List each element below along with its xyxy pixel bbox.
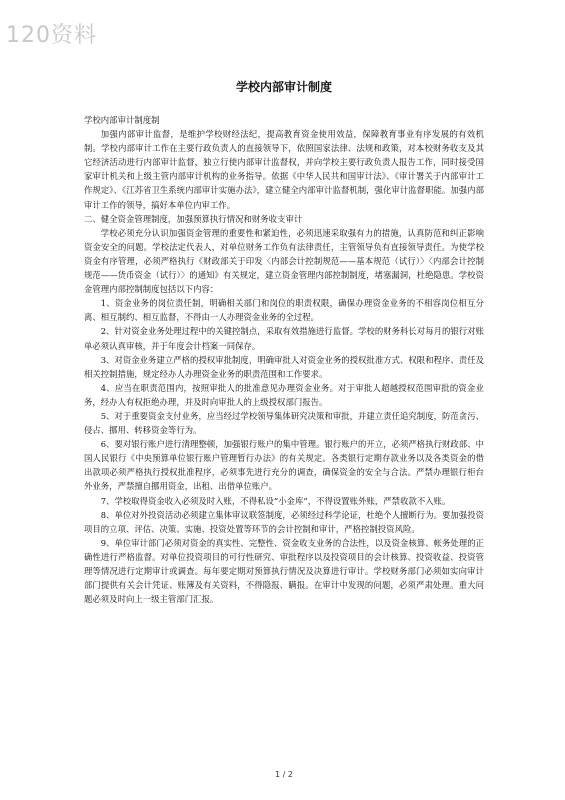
paragraph: 加强内部审计监督，是维护学校财经法纪，提高教育资金使用效益，保障教育事业有序发展的有效机制。学校内部审计工作在主要行政负责人的直接领导下，依照国家法律、法规和政策，对本校财务收支及其它经济活动进行内部审计监督，独立行使内部审计监督权，并向学校主要行政负责人报告工作，同时接受国家审计机关和上级主管内部审计机构的业务指导。依据《中华人民共和国审计法》、《审计署关于内部审计工作规定》、《江苏省卫生系统内部审计实施办法》，建立健全内部审计监督机制，强化审计监督职能。加强内部审计工作的领导，搞好本单位内审工作。 [84,129,484,210]
paragraph: 5、对于重要资金支付业务，应当经过学校领导集体研究决策和审批，并建立责任追究制度，防范贪污、侵占、挪用、转移资金等行为。 [84,410,484,436]
document-body [84,113,484,606]
paragraph: 6、要对银行账户进行清理整顿，加强银行账户的集中管理。银行账户的开立，必须严格执行财政部、中国人民银行《中央预算单位银行账户管理暂行办法》的有关规定。各类银行定期存款业务以及各类资金的借出款项必须严格执行授权批准程序，必须事先进行充分的调查，确保资金的安全与合法。严禁办理银行柜台外业务，严禁擅自挪用资金，出租、出借单位账户。 [84,439,484,492]
paragraph: 7、学校取得资金收入必须及时入账，不得私设“小金库”，不得设置账外账，严禁收款不入账。 [100,495,451,506]
page-number: 1 / 2 [275,770,293,779]
paragraph: 学校必须充分认识加强资金管理的重要性和紧迫性，必须迅速采取强有力的措施，认真防范和纠正影响资金安全的问题。学校法定代表人，对单位财务工作负有法律责任，主管领导负有直接领导责任。为使学校资金有序管理，必须严格执行《财政部关于印发〈内部会计控制规范——基本规范（试行）〉〈内部会计控制规范——货币资金（试行）〉的通知》有关规定，建立资金管理内部控制制度，堵塞漏洞，杜绝隐患。学校资金管理内部控制制度包括以下内容： [84,227,484,295]
paragraph: 2、针对资金业务处理过程中的关键控制点，采取有效措施进行监督。学校的财务科长对每月的银行对账单必须认真审核，并于年度会计档案一同保存。 [84,326,484,351]
paragraph: 3、对资金业务建立严格的授权审批制度，明确审批人对资金业务的授权批准方式、权限和程序、责任及相关控制措施，规定经办人办理资金业务的职责范围和工作要求。 [84,354,484,379]
paragraph: 9、单位审计部门必须对资金的真实性、完整性、资金收支业务的合法性，以及资金核算、帐务处理的正确性进行严格监督。对单位投资项目的可行性研究、审批程序以及投资项目的会计核算、投资收益、投资管理等情况进行定期审计或调查。每年要定期对预算执行情况及决算进行审计。学校财务部门必须如实向审计部门提供有关会计凭证、账簿及有关资料，不得隐报、瞒报。在审计中发现的问题，必须严肃处理。重大问题必须及时向上一级主管部门汇报。 [84,537,484,605]
watermark-text: 120资料 [6,23,97,48]
page-title: 学校内部审计制度 [235,80,332,94]
document-page [84,0,484,800]
paragraph: 8、单位对外投资活动必须建立集体审议联签制度，必须经过科学论证，杜绝个人擅断行为。要加强投资项目的立项、评估、决策、实施、投资处置等环节的会计控制和审计，严格控制投资风险。 [84,509,484,534]
paragraph: 1、资金业务的岗位责任制，明确相关部门和岗位的职责权限，确保办理资金业务的不相容岗位相互分离、相互制约、相互监督，不得由一人办理资金业务的全过程。 [84,298,484,323]
paragraph: 二、健全资金管理制度，加强预算执行情况和财务收支审计 [84,213,303,224]
paragraph: 4、应当在职责范围内，按照审批人的批准意见办理资金业务。对于审批人超越授权范围审批的资金业务，经办人有权拒绝办理，并及时向审批人的上级授权部门报告。 [84,382,484,407]
paragraph: 学校内部审计制度制 [84,115,160,125]
